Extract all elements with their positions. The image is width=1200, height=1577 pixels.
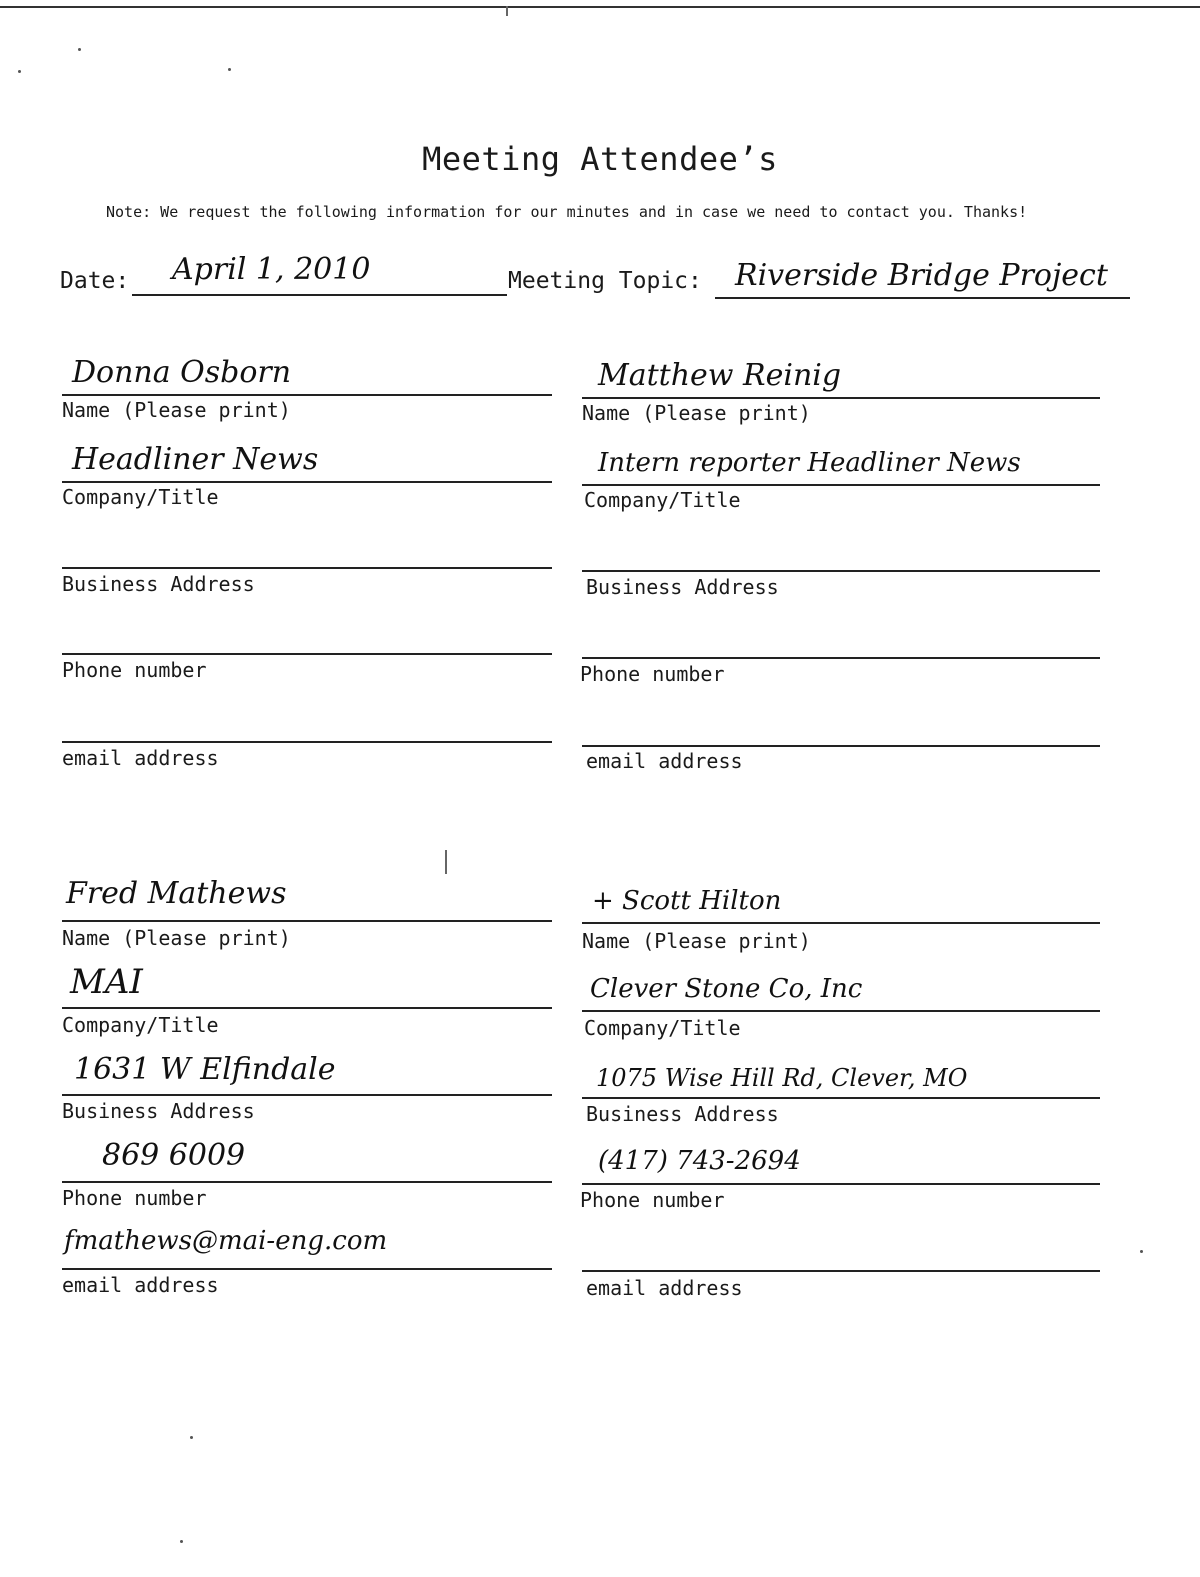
phone-line [62,1181,552,1183]
name-line [582,397,1100,399]
attendee-company: Headliner News [72,442,319,477]
company-line [582,484,1100,486]
attendee-name: Matthew Reinig [598,358,842,393]
phone-line [62,653,552,655]
phone-label: Phone number [580,662,725,686]
scan-speck [78,48,81,51]
name-label: Name (Please print) [582,929,811,953]
attendee-address: 1075 Wise Hill Rd, Clever, MO [596,1064,968,1092]
company-line [62,481,552,483]
name-line [582,922,1100,924]
scan-speck [18,70,21,73]
attendee-email: fmathews@mai-eng.com [64,1226,388,1256]
name-line [62,920,552,922]
topic-label: Meeting Topic: [508,268,702,294]
scan-top-edge [0,6,1200,8]
name-label: Name (Please print) [62,926,291,950]
attendee-company: Clever Stone Co, Inc [590,974,863,1004]
address-line [62,1094,552,1096]
address-label: Business Address [62,1099,255,1123]
scan-speck [228,68,231,71]
company-line [62,1007,552,1009]
attendee-name: + Scott Hilton [592,886,782,916]
email-label: email address [586,1276,743,1300]
phone-label: Phone number [62,658,207,682]
email-line [582,745,1100,747]
date-value: April 1, 2010 [172,252,371,287]
attendee-phone: (417) 743-2694 [598,1146,801,1176]
email-line [582,1270,1100,1272]
attendee-company: MAI [70,962,143,1002]
attendee-name: Fred Mathews [66,876,287,911]
email-line [62,741,552,743]
address-label: Business Address [586,575,779,599]
company-label: Company/Title [62,1013,219,1037]
attendee-name: Donna Osborn [72,355,292,390]
address-line [582,570,1100,572]
name-label: Name (Please print) [582,401,811,425]
address-line [62,567,552,569]
scan-tick [445,850,447,874]
company-label: Company/Title [584,488,741,512]
email-label: email address [586,749,743,773]
address-label: Business Address [586,1102,779,1126]
email-line [62,1268,552,1270]
address-line [582,1097,1100,1099]
topic-line [715,297,1130,299]
company-label: Company/Title [62,485,219,509]
date-line [132,294,507,296]
page-title: Meeting Attendee’s [422,140,778,178]
phone-line [582,657,1100,659]
attendee-phone: 869 6009 [102,1138,246,1173]
attendee-address: 1631 W Elfindale [74,1052,336,1087]
email-label: email address [62,746,219,770]
topic-value: Riverside Bridge Project [735,258,1108,293]
company-line [582,1010,1100,1012]
address-label: Business Address [62,572,255,596]
scan-speck [1140,1250,1143,1253]
email-label: email address [62,1273,219,1297]
form-note: Note: We request the following information for our minutes and in case we need to contact you. Thanks! [106,203,1028,221]
scan-speck [190,1436,193,1439]
date-label: Date: [60,268,130,294]
scan-speck [180,1540,183,1543]
name-line [62,394,552,396]
phone-line [582,1183,1100,1185]
attendee-company: Intern reporter Headliner News [598,448,1021,478]
phone-label: Phone number [580,1188,725,1212]
scan-tick [506,6,508,16]
company-label: Company/Title [584,1016,741,1040]
phone-label: Phone number [62,1186,207,1210]
name-label: Name (Please print) [62,398,291,422]
